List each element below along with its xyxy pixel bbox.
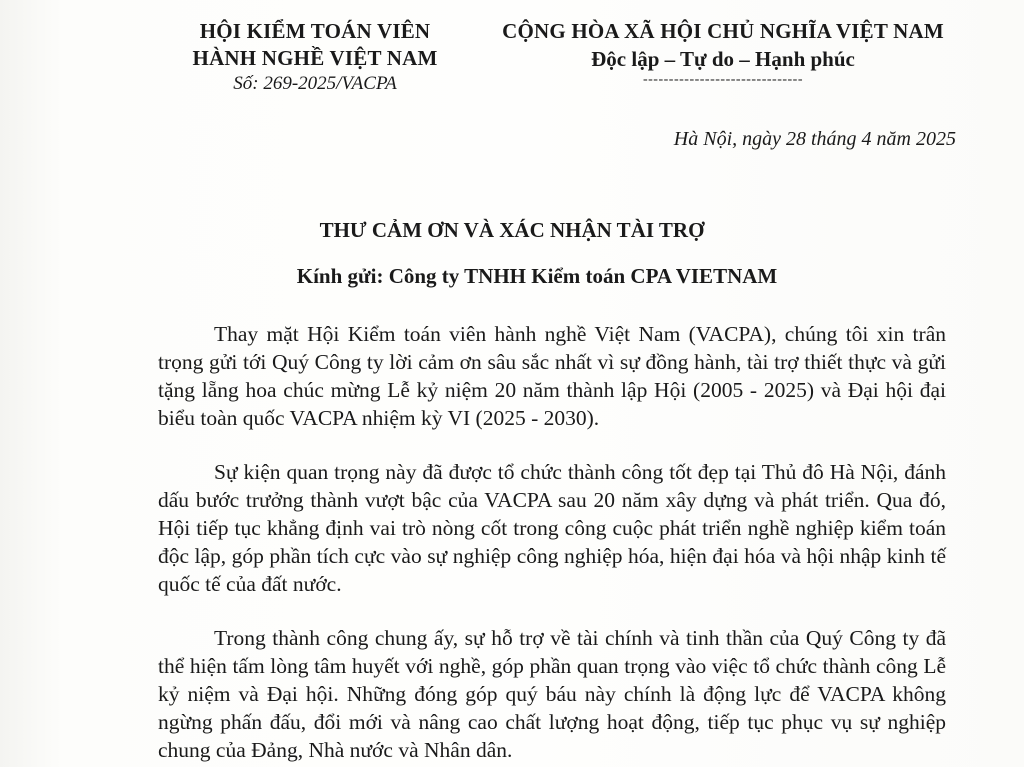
country-name: CỘNG HÒA XÃ HỘI CHỦ NGHĨA VIỆT NAM <box>502 19 944 43</box>
issuer-header <box>170 18 460 96</box>
body-paragraph: Thay mặt Hội Kiểm toán viên hành nghề Việt Nam (VACPA), chúng tôi xin trân trọng gửi tới Quý Công ty lời cảm ơn sâu sắc nhất vì sự đồng hành, tài trợ thiết thực và gửi tặng lẵng hoa chúc mừng Lễ kỷ niệm 20 năm thành lập Hội (2005 - 2025) và Đại hội đại biểu toàn quốc VACPA nhiệm kỳ VI (2025 - 2030). <box>158 322 946 430</box>
issuer-name-line1: HỘI KIỂM TOÁN VIÊN <box>199 19 431 43</box>
national-motto: Độc lập – Tự do – Hạnh phúc <box>591 47 855 71</box>
document-date: Hà Nội, ngày 28 tháng 4 năm 2025 <box>673 128 956 150</box>
issuer-name-line2: HÀNH NGHỀ VIỆT NAM <box>192 46 438 70</box>
body-paragraph: Sự kiện quan trọng này đã được tổ chức thành công tốt đẹp tại Thủ đô Hà Nội, đánh dấu bước trưởng thành vượt bậc của VACPA sau 20 năm xây dựng và phát triển. Qua đó, Hội tiếp tục khẳng định vai trò nòng cốt trong công cuộc phát triển nghề nghiệp kiểm toán độc lập, góp phần tích cực vào sự nghiệp công nghiệp hóa, hiện đại hóa và hội nhập kinh tế quốc tế của đất nước. <box>158 460 946 596</box>
salutation: Kính gửi: Công ty TNHH Kiểm toán CPA VIETNAM <box>296 264 778 288</box>
header-separator: ------------------------------- <box>642 72 804 87</box>
national-header <box>478 18 968 85</box>
document-title: THƯ CẢM ƠN VÀ XÁC NHẬN TÀI TRỢ <box>319 218 705 242</box>
document-number: Số: 269-2025/VACPA <box>233 73 397 94</box>
body-paragraph: Trong thành công chung ấy, sự hỗ trợ về tài chính và tinh thần của Quý Công ty đã thể hiện tấm lòng tâm huyết với nghề, góp phần quan trọng vào việc tổ chức thành công Lễ kỷ niệm và Đại hội. Những đóng góp quý báu này chính là động lực để VACPA không ngừng phấn đấu, đổi mới và nâng cao chất lượng hoạt động, tiếp tục phục vụ sự nghiệp chung của Đảng, Nhà nước và Nhân dân. <box>158 626 946 762</box>
letter-body <box>158 320 946 764</box>
